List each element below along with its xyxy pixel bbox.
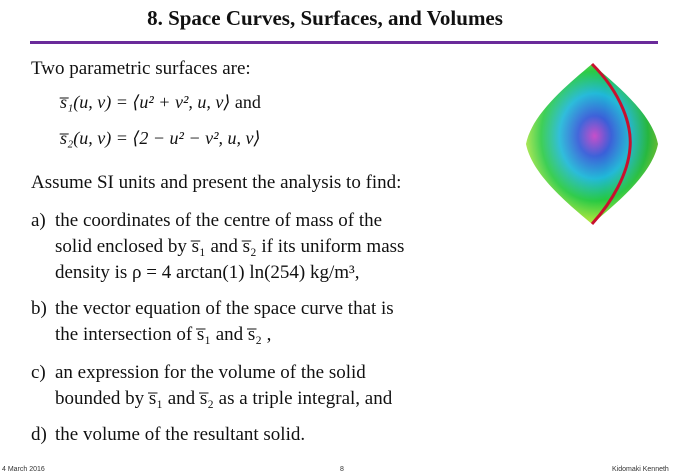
- footer-page-number: 8: [340, 466, 344, 473]
- question-d-marker: d): [31, 424, 47, 445]
- equation-and: and: [234, 92, 261, 112]
- solid-shading: [526, 64, 658, 224]
- question-a: [31, 208, 404, 286]
- question-c-line1: an expression for the volume of the solid: [55, 362, 366, 383]
- equation-s1-text: s̅₁(u, v) = ⟨u² + v², u, v⟩: [60, 92, 231, 112]
- question-a-marker: a): [31, 210, 46, 231]
- question-b-marker: b): [31, 298, 47, 319]
- question-b-line1: the vector equation of the space curve that is: [55, 298, 394, 319]
- page-title: 8. Space Curves, Surfaces, and Volumes: [147, 6, 503, 30]
- footer-author: Kidomaki Kenneth: [612, 466, 669, 473]
- assume-text: Assume SI units and present the analysis to find:: [31, 172, 402, 193]
- question-d: [31, 422, 305, 448]
- question-c-marker: c): [31, 362, 46, 383]
- question-a-line2: solid enclosed by s̅₁ and s̅₂ if its uniform mass: [55, 236, 405, 257]
- footer-date: 4 March 2016: [2, 466, 45, 473]
- question-b: [31, 296, 394, 348]
- intro-text: Two parametric surfaces are:: [31, 58, 251, 79]
- question-a-line3: density is ρ = 4 arctan(1) ln(254) kg/m³,: [55, 262, 360, 283]
- question-d-line1: the volume of the resultant solid.: [55, 424, 306, 445]
- question-b-line2: the intersection of s̅₁ and s̅₂ ,: [55, 324, 272, 345]
- question-c-line2: bounded by s̅₁ and s̅₂ as a triple integral, and: [55, 388, 393, 409]
- equation-s2: s̅₂(u, v) = ⟨2 − u² − v², u, v⟩: [60, 128, 261, 148]
- title-divider: [30, 41, 658, 44]
- surface-solid-illustration: [520, 56, 664, 230]
- question-a-line1: the coordinates of the centre of mass of the: [55, 210, 383, 231]
- question-c: [31, 360, 392, 412]
- equation-s1: [60, 92, 261, 113]
